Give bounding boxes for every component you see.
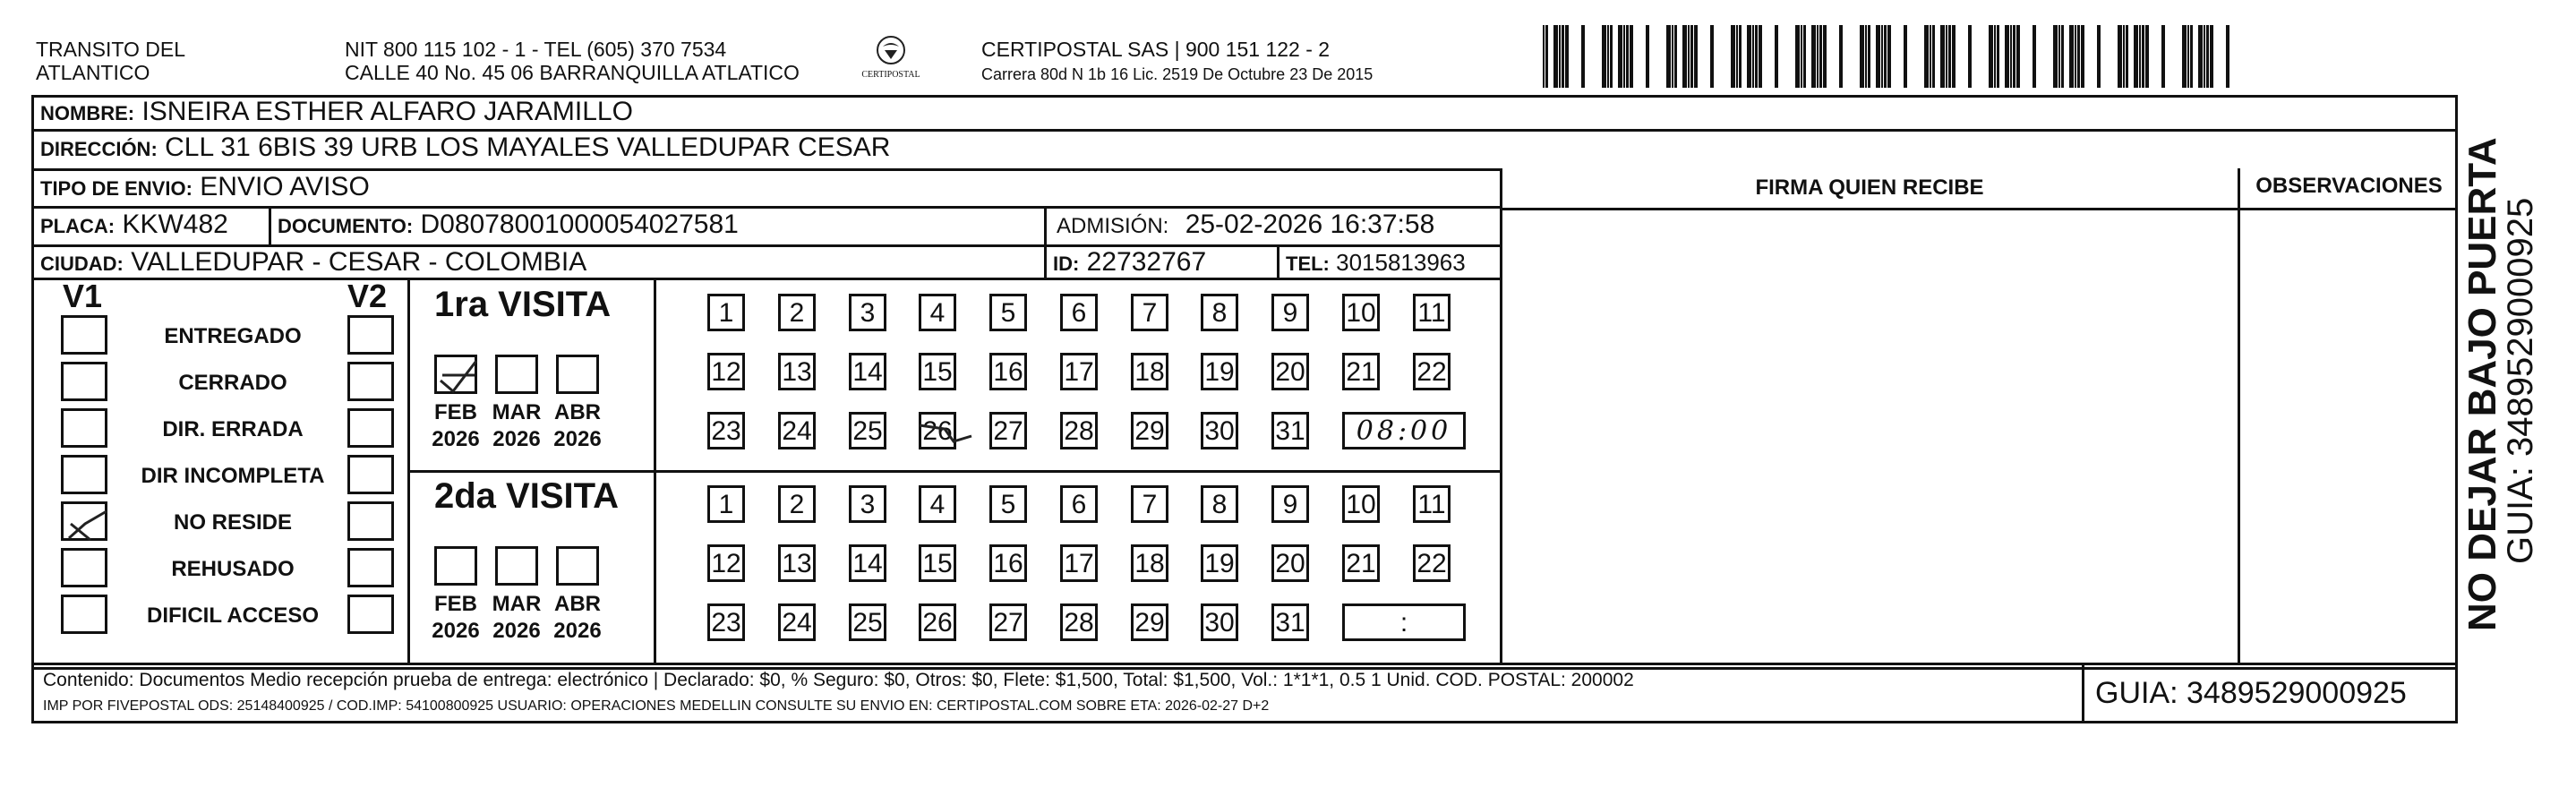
- placa-value: KKW482: [122, 210, 228, 239]
- visit2-day-8[interactable]: 8: [1201, 485, 1238, 523]
- documento-row: [278, 210, 739, 240]
- direccion-value: CLL 31 6BIS 39 URB LOS MAYALES VALLEDUPAR CESAR: [165, 133, 891, 162]
- id-row: [1053, 247, 1206, 278]
- strike-mark-icon: [918, 415, 980, 452]
- direccion-row: [40, 133, 890, 163]
- status-v1-checkbox-dir-errada[interactable]: [61, 408, 107, 448]
- documento-value: D080780010000540275​81: [420, 210, 739, 239]
- status-v1-checkbox-cerrado[interactable]: [61, 362, 107, 401]
- tipo-value: ENVIO AVISO: [200, 172, 370, 201]
- status-option-label: NO RESIDE: [173, 510, 293, 535]
- visit1-day-9[interactable]: 9: [1271, 294, 1309, 331]
- visit1-day-3[interactable]: 3: [849, 294, 886, 331]
- visit1-day-21[interactable]: 21: [1342, 353, 1380, 390]
- tel-row: [1286, 249, 1466, 277]
- visit1-day-5[interactable]: 5: [989, 294, 1027, 331]
- divider: [31, 129, 2458, 132]
- visit2-day-1[interactable]: 1: [707, 485, 745, 523]
- admision-label: ADMISIÓN:: [1057, 214, 1169, 238]
- visit2-month-checkbox-abr[interactable]: [556, 546, 599, 586]
- status-v2-checkbox-dificil-acceso[interactable]: [347, 595, 394, 634]
- v1-header: V1: [63, 278, 103, 314]
- side-warning: NO DEJAR BAJO PUERTA: [2460, 137, 2504, 631]
- status-v1-checkbox-rehusado[interactable]: [61, 548, 107, 587]
- visit1-day-25[interactable]: 25: [849, 412, 886, 449]
- placa-label: PLACA:: [40, 215, 116, 237]
- visit2-day-17[interactable]: 17: [1060, 544, 1098, 582]
- visit2-title: 2da VISITA: [434, 476, 619, 516]
- visit2-day-7[interactable]: 7: [1131, 485, 1168, 523]
- divider: [269, 206, 271, 246]
- visit2-day-21[interactable]: 21: [1342, 544, 1380, 582]
- visit2-day-28[interactable]: 28: [1060, 603, 1098, 641]
- status-v2-checkbox-no-reside[interactable]: [347, 501, 394, 541]
- visit1-day-10[interactable]: 10: [1342, 294, 1380, 331]
- status-option-label: DIR INCOMPLETA: [141, 464, 325, 488]
- visit2-day-26[interactable]: 26: [919, 603, 956, 641]
- check-mark-icon: [437, 357, 480, 397]
- certipostal-logo: [860, 32, 922, 84]
- status-v1-checkbox-entregado[interactable]: [61, 315, 107, 355]
- status-v2-checkbox-cerrado[interactable]: [347, 362, 394, 401]
- visit1-day-22[interactable]: 22: [1413, 353, 1451, 390]
- visit1-day-24[interactable]: 24: [778, 412, 816, 449]
- visit2-day-30[interactable]: 30: [1201, 603, 1238, 641]
- visit2-day-25[interactable]: 25: [849, 603, 886, 641]
- visit2-month-name: ABR: [554, 592, 601, 616]
- company-name-line2: ATLANTICO: [36, 61, 150, 84]
- divider: [31, 168, 1500, 171]
- visit2-day-20[interactable]: 20: [1271, 544, 1309, 582]
- status-v2-checkbox-dir-errada[interactable]: [347, 408, 394, 448]
- status-v1-checkbox-dir-incompleta[interactable]: [61, 455, 107, 494]
- logo-text: CERTIPOSTAL: [861, 70, 920, 80]
- v2-header: V2: [347, 278, 388, 314]
- visit1-month-name: FEB: [434, 400, 477, 424]
- visit2-day-12[interactable]: 12: [707, 544, 745, 582]
- visit2-month-checkbox-mar[interactable]: [495, 546, 538, 586]
- status-v2-checkbox-entregado[interactable]: [347, 315, 394, 355]
- divider: [407, 470, 1500, 473]
- visit1-day-26[interactable]: [919, 412, 956, 449]
- visit1-month-year: 2026: [553, 427, 602, 451]
- divider: [1277, 244, 1279, 280]
- ciudad-value: VALLEDUPAR - CESAR - COLOMBIA: [131, 247, 587, 277]
- visit2-day-23[interactable]: 23: [707, 603, 745, 641]
- divider: [31, 278, 1500, 280]
- visit1-day-4[interactable]: 4: [919, 294, 956, 331]
- status-v1-checkbox-no-reside[interactable]: [61, 501, 107, 541]
- divider: [1500, 208, 2458, 210]
- visit2-day-13[interactable]: 13: [778, 544, 816, 582]
- visit2-day-9[interactable]: 9: [1271, 485, 1309, 523]
- visit1-month-name: ABR: [554, 400, 601, 424]
- side-guia: GUIA: 3489529000925: [2501, 197, 2540, 564]
- visit2-day-6[interactable]: 6: [1060, 485, 1098, 523]
- certipostal-line: CERTIPOSTAL SAS | 900 151 122 - 2: [981, 38, 1331, 61]
- footer-guia: GUIA: 3489529000925: [2095, 676, 2407, 710]
- footer-imp-line: IMP POR FIVEPOSTAL ODS: 25148400925 / COD.IMP: 54100800925 USUARIO: OPERACIONES MEDELLIN CONSULTE SU ENVIO EN: CERTIPOSTAL.COM SOBRE ETA: 2026-02-27 D+2: [43, 698, 1270, 714]
- visit2-day-11[interactable]: 11: [1413, 485, 1451, 523]
- visit1-day-1[interactable]: 1: [707, 294, 745, 331]
- visit1-day-14[interactable]: 14: [849, 353, 886, 390]
- observaciones-header: OBSERVACIONES: [2255, 174, 2443, 198]
- ciudad-label: CIUDAD:: [40, 252, 124, 275]
- nombre-row: [40, 97, 633, 127]
- status-v1-checkbox-dificil-acceso[interactable]: [61, 595, 107, 634]
- visit1-day-19[interactable]: 19: [1201, 353, 1238, 390]
- visit1-day-6[interactable]: 6: [1060, 294, 1098, 331]
- tel-value: 3015813963: [1336, 249, 1466, 276]
- divider: [31, 206, 1500, 209]
- status-option-label: DIFICIL ACCESO: [146, 603, 319, 628]
- visit2-day-19[interactable]: 19: [1201, 544, 1238, 582]
- visit1-day-7[interactable]: 7: [1131, 294, 1168, 331]
- visit1-day-2[interactable]: 2: [778, 294, 816, 331]
- divider: [2238, 168, 2240, 663]
- visit1-day-29[interactable]: 29: [1131, 412, 1168, 449]
- status-v2-checkbox-dir-incompleta[interactable]: [347, 455, 394, 494]
- direccion-label: DIRECCIÓN:: [40, 138, 158, 160]
- visit1-month-name: MAR: [492, 400, 542, 424]
- visit1-day-13[interactable]: 13: [778, 353, 816, 390]
- visit1-title: 1ra VISITA: [434, 285, 612, 324]
- visit1-day-31[interactable]: 31: [1271, 412, 1309, 449]
- ciudad-row: [40, 247, 586, 278]
- certipostal-address: Carrera 80d N 1b 16 Lic. 2519 De Octubre 23 De 2015: [981, 65, 1374, 83]
- visit1-day-17[interactable]: 17: [1060, 353, 1098, 390]
- visit1-day-23[interactable]: 23: [707, 412, 745, 449]
- barcode-icon: [1543, 25, 2232, 88]
- visit2-day-24[interactable]: 24: [778, 603, 816, 641]
- documento-label: DOCUMENTO:: [278, 215, 414, 237]
- visit1-day-18[interactable]: 18: [1131, 353, 1168, 390]
- id-value: 22732767: [1086, 247, 1207, 277]
- visit2-day-3[interactable]: 3: [849, 485, 886, 523]
- visit2-month-year: 2026: [492, 619, 541, 643]
- visit2-time-box[interactable]: :: [1342, 603, 1466, 641]
- firma-header: FIRMA QUIEN RECIBE: [1755, 175, 1984, 200]
- visit1-day-16[interactable]: 16: [989, 353, 1027, 390]
- nit-line: NIT 800 115 102 - 1 - TEL (605) 370 7534: [345, 38, 727, 61]
- placa-row: [40, 210, 228, 240]
- tel-label: TEL:: [1286, 252, 1330, 275]
- visit2-day-27[interactable]: 27: [989, 603, 1027, 641]
- visit1-day-11[interactable]: 11: [1413, 294, 1451, 331]
- visit1-day-12[interactable]: 12: [707, 353, 745, 390]
- tipo-row: [40, 172, 370, 202]
- status-v2-checkbox-rehusado[interactable]: [347, 548, 394, 587]
- address-line: CALLE 40 No. 45 06 BARRANQUILLA ATLATICO: [345, 61, 800, 84]
- visit2-day-14[interactable]: 14: [849, 544, 886, 582]
- barcode: [1543, 25, 2232, 88]
- check-mark-icon: [64, 504, 110, 544]
- visit2-day-31[interactable]: 31: [1271, 603, 1309, 641]
- status-option-label: DIR. ERRADA: [162, 417, 304, 441]
- divider: [1500, 168, 1502, 663]
- visit2-day-18[interactable]: 18: [1131, 544, 1168, 582]
- visit1-month-year: 2026: [492, 427, 541, 451]
- visit1-day-8[interactable]: 8: [1201, 294, 1238, 331]
- status-option-label: CERRADO: [178, 371, 287, 395]
- visit2-day-16[interactable]: 16: [989, 544, 1027, 582]
- visit2-month-year: 2026: [432, 619, 480, 643]
- nombre-value: ISNEIRA ESTHER ALFARO JARAMILLO: [141, 97, 633, 126]
- visit2-month-name: MAR: [492, 592, 542, 616]
- visit2-month-name: FEB: [434, 592, 477, 616]
- visit2-day-4[interactable]: 4: [919, 485, 956, 523]
- visit1-day-15[interactable]: 15: [919, 353, 956, 390]
- footer-contenido: Contenido: Documentos Medio recepción prueba de entrega: electrónico | Declarado: $0, % Seguro: $0, Otros: $0, Flete: $1,500, Total: $1,500, Vol.: 1*1*1, 0.5 1 Unid. COD. POSTAL: 200002: [43, 670, 1634, 690]
- divider: [1044, 206, 1047, 280]
- id-label: ID:: [1053, 252, 1080, 275]
- visit2-day-2[interactable]: 2: [778, 485, 816, 523]
- visit1-month-year: 2026: [432, 427, 480, 451]
- visit2-month-year: 2026: [553, 619, 602, 643]
- company-name-line1: TRANSITO DEL: [36, 38, 185, 61]
- visit1-day-20[interactable]: 20: [1271, 353, 1309, 390]
- nombre-label: NOMBRE:: [40, 102, 135, 124]
- visit2-day-5[interactable]: 5: [989, 485, 1027, 523]
- visit1-day-27[interactable]: 27: [989, 412, 1027, 449]
- visit1-day-30[interactable]: 30: [1201, 412, 1238, 449]
- day-number: 26: [922, 416, 953, 446]
- admision-row: [1057, 210, 1434, 240]
- visit1-month-checkbox-feb[interactable]: [434, 355, 477, 394]
- visit1-time-box[interactable]: 08:00: [1342, 412, 1466, 449]
- status-option-label: REHUSADO: [171, 557, 295, 581]
- visit2-month-checkbox-feb[interactable]: [434, 546, 477, 586]
- visit1-month-checkbox-abr[interactable]: [556, 355, 599, 394]
- status-option-label: ENTREGADO: [164, 324, 302, 348]
- visit1-day-28[interactable]: 28: [1060, 412, 1098, 449]
- visit2-day-15[interactable]: 15: [919, 544, 956, 582]
- visit1-month-checkbox-mar[interactable]: [495, 355, 538, 394]
- visit2-day-29[interactable]: 29: [1131, 603, 1168, 641]
- tipo-label: TIPO DE ENVIO:: [40, 177, 193, 200]
- admision-value: 25-02-2026 16:37:58: [1185, 210, 1435, 239]
- visit2-day-22[interactable]: 22: [1413, 544, 1451, 582]
- visit2-day-10[interactable]: 10: [1342, 485, 1380, 523]
